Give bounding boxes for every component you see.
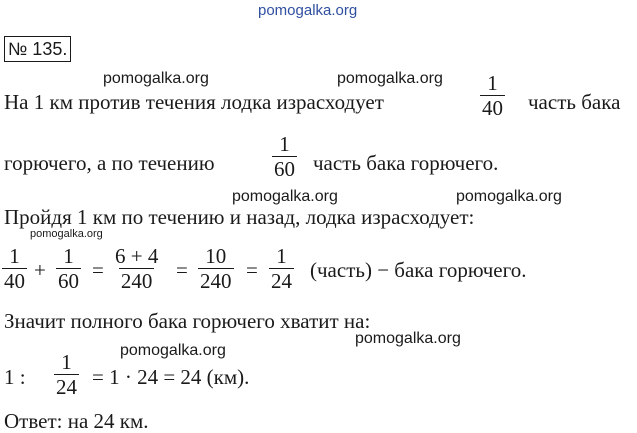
- fraction-1-60: [272, 133, 297, 180]
- watermark: pomogalka.org: [103, 70, 209, 87]
- equals-sign: =: [176, 258, 188, 282]
- watermark: pomogalka.org: [456, 188, 562, 205]
- watermark: pomogalka.org: [337, 70, 443, 87]
- watermark: pomogalka.org: [232, 188, 338, 205]
- line1-tail: часть бака: [528, 90, 621, 114]
- fraction-1-24: [54, 351, 79, 398]
- equals-sign: =: [246, 258, 258, 282]
- fraction-denominator: 60: [58, 269, 79, 293]
- line1-text: На 1 км против течения лодка израсходует: [4, 90, 384, 114]
- answer-line: Ответ: на 24 км.: [4, 409, 149, 433]
- fraction-numerator: 6 + 4: [115, 244, 159, 268]
- watermark: pomogalka.org: [120, 342, 226, 359]
- fraction-numerator: 10: [205, 244, 227, 268]
- fraction-denominator: 24: [56, 375, 77, 399]
- watermark: pomogalka.org: [355, 330, 461, 347]
- watermark-top: pomogalka.org: [258, 2, 358, 19]
- fraction-numerator: 1: [63, 244, 74, 268]
- fraction-numerator: 1: [279, 132, 290, 156]
- fraction-6plus4-240: [113, 245, 160, 292]
- calc-tail: = 1 · 24 = 24 (км).: [92, 365, 250, 389]
- fraction-denominator: 24: [271, 269, 292, 293]
- watermark: pomogalka.org: [30, 228, 103, 240]
- fraction-1-60: [56, 245, 81, 292]
- fraction-1-40: [2, 245, 27, 292]
- fraction-1-24: [269, 245, 294, 292]
- plus-sign: +: [34, 258, 46, 282]
- fraction-denominator: 40: [4, 269, 25, 293]
- fraction-denominator: 60: [274, 157, 295, 181]
- problem-number-badge: № 135.: [4, 36, 71, 62]
- calc-lead: 1 :: [4, 365, 26, 389]
- text-line-2: горючего, а по течению: [4, 151, 215, 175]
- text-line-3: Пройдя 1 км по течению и назад, лодка израсходует:: [4, 205, 475, 229]
- fraction-1-40: [480, 72, 505, 119]
- text-line-5: Значит полного бака горючего хватит на:: [4, 309, 371, 333]
- fraction-numerator: 1: [276, 244, 287, 268]
- fraction-numerator: 1: [9, 244, 20, 268]
- equals-sign: =: [92, 258, 104, 282]
- fraction-denominator: 240: [200, 269, 232, 293]
- fraction-10-240: [198, 245, 234, 292]
- fraction-denominator: 40: [482, 96, 503, 120]
- text-line-1: [4, 90, 384, 114]
- fraction-denominator: 240: [120, 269, 153, 293]
- line2-tail: часть бака горючего.: [313, 151, 499, 175]
- fraction-numerator: 1: [487, 71, 498, 95]
- equation-tail: (часть) − бака горючего.: [310, 258, 527, 282]
- fraction-numerator: 1: [61, 350, 72, 374]
